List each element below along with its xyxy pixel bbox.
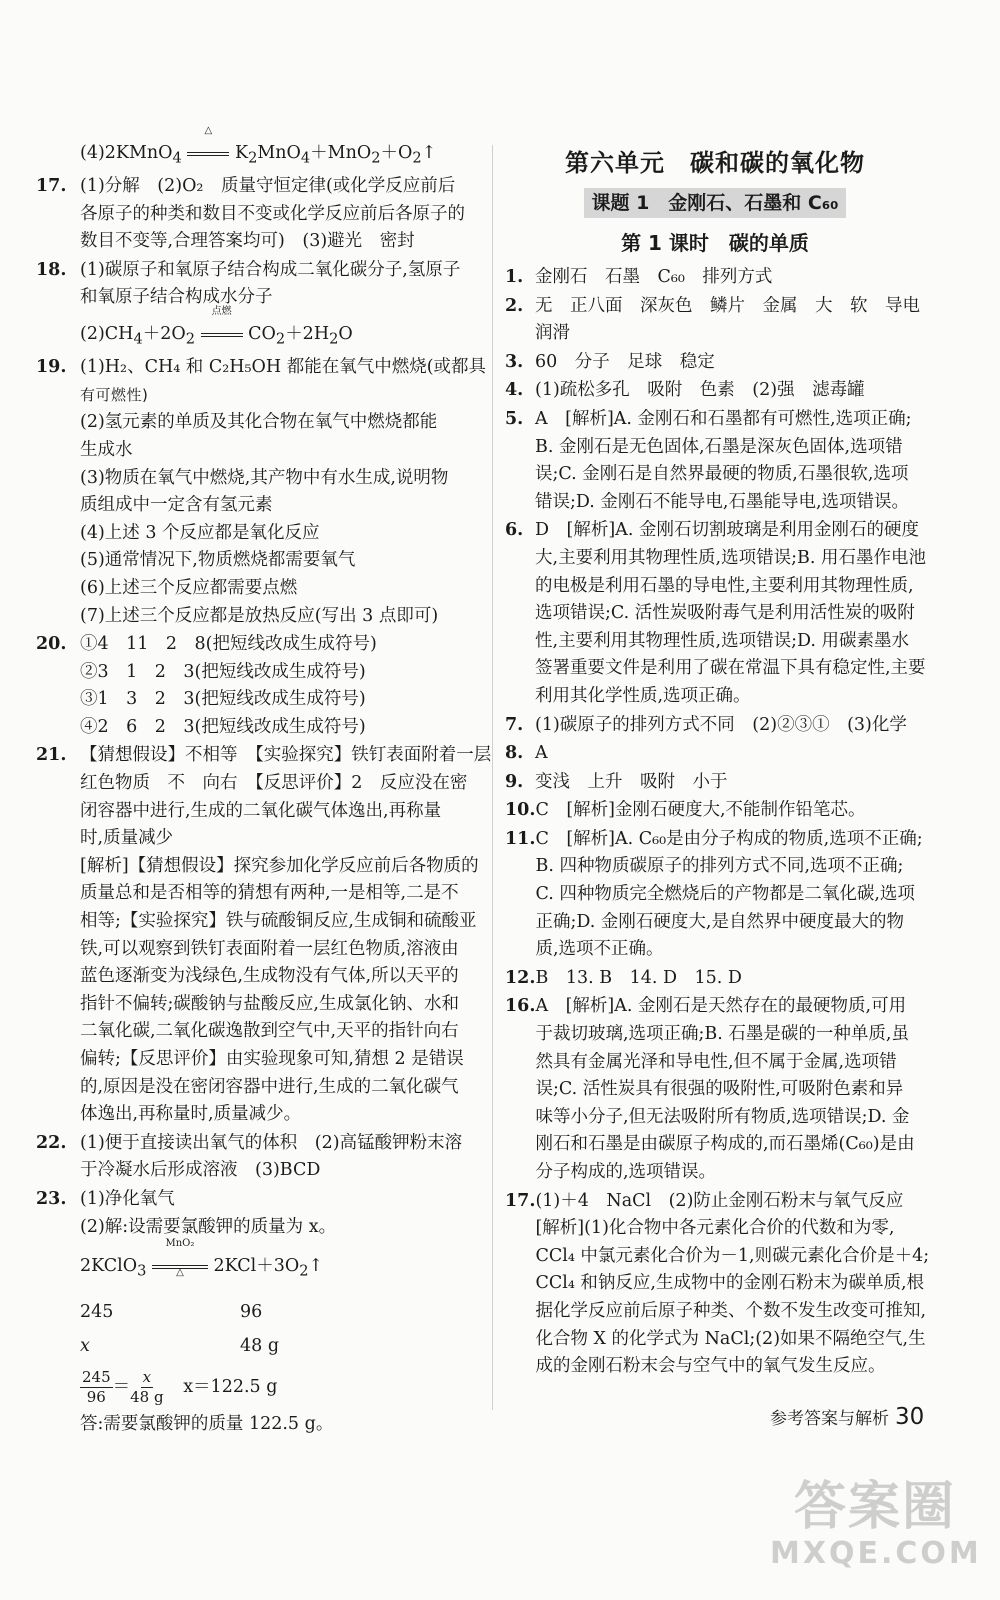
answer-line: B 13. B 14. D 15. D <box>535 967 742 988</box>
answer-item <box>505 293 925 348</box>
answer-line: 误;C. 活性炭具有很强的吸附性,可吸附色素和异 <box>535 1079 904 1100</box>
answer-item <box>505 797 925 825</box>
answer-line: 化合物 X 的化学式为 NaCl;(2)如果不隔绝空气,生 <box>535 1328 926 1349</box>
topic-title: 课题 1 金刚石、石墨和 C₆₀ <box>584 188 846 218</box>
answer-line: 金刚石 石墨 C₆₀ 排列方式 <box>535 267 773 287</box>
answer-line: 误;C. 金刚石是自然界最硬的物质,石墨很软,选项 <box>535 464 909 485</box>
question-number: 1. <box>505 267 524 287</box>
mass-row: x 48 g <box>80 1335 280 1356</box>
answer-line: 利用其化学性质,选项正确。 <box>535 685 751 706</box>
q23-calculation <box>36 1238 480 1439</box>
lesson-title: 第 1 课时 碳的单质 <box>621 231 809 255</box>
question-number: 10. <box>505 800 536 821</box>
question-20: 20. ①4 11 2 8(把短线改成生成符号) ②3 1 2 3(把短线改成生成符号) ③1 3 2 3(把短线改成生成符号) ④2 6 2 3(把短线改成生成符号) <box>36 631 480 741</box>
answer-item <box>505 377 925 405</box>
answer-line: 的电极是利用石墨的导电性,主要利用其物理性质, <box>535 575 914 596</box>
answer-line: 性,主要利用其物理性质,选项错误;D. 用碳素墨水 <box>535 630 910 651</box>
question-number: 7. <box>505 714 524 735</box>
question-number: 17. <box>505 1190 536 1211</box>
answer-line: C [解析]A. C₆₀是由分子构成的物质,选项不正确; <box>535 828 923 849</box>
answer-item <box>505 264 925 292</box>
question-number: 8. <box>505 743 524 764</box>
question-number: 16. <box>505 996 536 1017</box>
answer-line: 错误;D. 金刚石不能导电,石墨能导电,选项错误。 <box>535 491 910 512</box>
answer-line: 质,选项不正确。 <box>535 939 664 960</box>
answer-item <box>505 517 925 710</box>
answer-line: 据化学反应前后原子种类、个数不发生改变可推知, <box>535 1300 927 1321</box>
question-number: 5. <box>505 408 524 429</box>
answer-line: D [解析]A. 金刚石切割玻璃是利用金刚石的硬度 <box>535 520 919 541</box>
answer-item <box>505 349 925 377</box>
molar-mass-row: 245 96 <box>80 1302 263 1323</box>
right-column <box>505 146 930 1381</box>
question-number: 12. <box>505 967 536 988</box>
answer-line: 正确;D. 金刚石硬度大,是自然界中硬度最大的物 <box>535 911 904 932</box>
answer-list <box>505 264 930 1381</box>
answer-line: 签署重要文件是利用了碳在常温下具有稳定性,主要 <box>535 658 926 679</box>
question-number: 2. <box>505 295 524 316</box>
question-number: 11. <box>505 828 536 849</box>
question-17: 17. (1)分解 (2)O₂ 质量守恒定律(或化学反应前后 各原子的种类和数目不变或化学反应前后各原子的 数目不变等,合理答案均可) (3)避光 密封 <box>36 173 480 256</box>
proportion: $\frac{245}{96}$ ＝ $\frac{x}{48 g}$ x＝122.5 g <box>82 1368 278 1407</box>
answer-line: CCl₄ 中氯元素化合价为－1,则碳元素化合价是＋4; <box>535 1245 930 1266</box>
answer-line: 分子构成的,选项错误。 <box>535 1162 717 1182</box>
reaction-arrow: 点燃 <box>201 321 243 349</box>
column-divider <box>492 145 493 1410</box>
answer-line: 润滑 <box>535 323 570 344</box>
answer-line: (1)疏松多孔 吸附 色素 (2)强 滤毒罐 <box>535 380 865 401</box>
answer-line: 选项错误;C. 活性炭吸附毒气是利用活性炭的吸附 <box>535 603 915 624</box>
reaction-arrow: △ <box>187 140 229 168</box>
question-23: 23. (1)净化氧气 (2)解:设需要氯酸钾的质量为 x。 <box>36 1186 480 1241</box>
answer-line: A [解析]A. 金刚石是天然存在的最硬物质,可用 <box>535 996 907 1017</box>
reaction-arrow: MnO₂ △ <box>152 1253 208 1281</box>
answer-item <box>505 1188 930 1381</box>
answer-line: 变浅 上升 吸附 小于 <box>535 771 728 792</box>
answer-item <box>505 406 925 516</box>
question-21: 21. 【猜想假设】不相等 【实验探究】铁钉表面附着一层 红色物质 不 向右 【反思评价】2 反应没在密 闭容器中进行,生成的二氧化碳气体逸出,再称量 时,质量减少 [解析]【猜想假设】探究参加化学反应前后各物质的 质量总和是否相等的猜想有两种,一是相等,二是不 相等;【实验探究】铁与硫酸铜反应,生成铜和硫酸亚 铁,可以观察到铁钉表面附着一层红色物质,溶液由 蓝色逐渐变为浅绿色,生成物没有气体,所以天平的 指针不偏转;碳酸钠与盐酸反应,生成氯化钠、水和 二氧化碳,二氧化碳逸散到空气中,天平的指针向右 偏转;【反思评价】由实验现象可知,猜想 2 是错误 的,原因是没在密闭容器中进行,生成的二氧化碳气 体逸出,再称量时,质量减少。 <box>36 742 480 1128</box>
left-column <box>36 125 492 1439</box>
answer-line: 于裁切玻璃,选项正确;B. 石墨是碳的一种单质,虽 <box>535 1024 909 1045</box>
q16-4-equation: (4)2KMnO$_4$ △ $K_2MnO_4+MnO_2+O_2↑$ <box>80 125 437 167</box>
unit-title: 第六单元 碳和碳的氧化物 <box>565 149 865 177</box>
answer-line: 成的金刚石粉末会与空气中的氧气发生反应。 <box>535 1356 886 1377</box>
answer-line: 大,主要利用其物理性质,选项错误;B. 用石墨作电池 <box>535 547 927 568</box>
answer-item <box>505 769 925 797</box>
answer-line: [解析](1)化合物中各元素化合价的代数和为零, <box>535 1218 895 1239</box>
question-number: 17. <box>36 176 67 197</box>
answer-line: C [解析]金刚石硬度大,不能制作铅笔芯。 <box>535 800 866 821</box>
answer-line: 60 分子 足球 稳定 <box>535 351 715 372</box>
question-number: 6. <box>505 520 524 541</box>
answer-line: A [解析]A. 金刚石和石墨都有可燃性,选项正确; <box>535 408 912 429</box>
question-number: 21. <box>36 745 67 766</box>
q23-equation: 2KClO$_3$ MnO₂ △ $2KCl+3O_2↑$ <box>80 1238 324 1280</box>
question-number: 18. <box>36 259 67 280</box>
answer-line: CCl₄ 和钠反应,生成物中的金刚石粉末为碳单质,根 <box>535 1273 925 1294</box>
question-18: 18. (1)碳原子和氧原子结合构成二氧化碳分子,氢原子 和氧原子结合构成水分子 $(2)CH_4+2O_2$ 点燃 $CO_2+2H_2O$ <box>36 257 480 353</box>
question-number: 19. <box>36 357 67 378</box>
answer-line: 然具有金属光泽和导电性,但不属于金属,选项错 <box>535 1051 897 1072</box>
answer-item <box>505 712 925 740</box>
answer-line: (1)＋4 NaCl (2)防止金刚石粉末与氧气反应 <box>535 1190 904 1211</box>
question-number: 22. <box>36 1132 67 1153</box>
question-number: 20. <box>36 634 67 655</box>
watermark-logo: 答案圈 MXQE.COM <box>770 1477 982 1571</box>
question-number: 23. <box>36 1188 67 1209</box>
answer-line: 味等小分子,但无法吸附所有物质,选项错误;D. 金 <box>535 1106 910 1127</box>
answer-line: 刚石和石墨是由碳原子构成的,而石墨烯(C₆₀)是由 <box>535 1134 915 1155</box>
answer-line: C. 四种物质完全燃烧后的产物都是二氧化碳,选项 <box>535 884 915 905</box>
question-19: 19. (1)H₂、CH₄ 和 C₂H₅OH 都能在氧气中燃烧(或都具 有可燃性) (2)氢元素的单质及其化合物在氧气中燃烧都能 生成水 (3)物质在氧气中燃烧,其产物中有水生成,说明物 质组成中一定含有氢元素 (4)上述 3 个反应都是氧化反应 (5)通常情况下,物质燃烧都需要氧气 (6)上述三个反应都需要点燃 (7)上述三个反应都是放热反应(写出 3 点即可) <box>36 354 480 630</box>
answer-line: B. 四种物质碳原子的排列方式不同,选项不正确; <box>535 856 904 877</box>
answer-line: 答:需要氯酸钾的质量 122.5 g。 <box>80 1414 334 1435</box>
answer-line: (1)碳原子的排列方式不同 (2)②③① (3)化学 <box>535 714 907 735</box>
q18-equation: $(2)CH_4+2O_2$ 点燃 $CO_2+2H_2O$ <box>80 306 353 348</box>
answer-item <box>505 740 925 768</box>
answer-line: A <box>535 743 548 764</box>
answer-item <box>505 826 925 964</box>
question-number: 9. <box>505 771 524 792</box>
page-number: 30 <box>895 1404 925 1430</box>
footer-label: 参考答案与解析 <box>770 1409 889 1429</box>
page-footer <box>770 1404 924 1430</box>
question-number: 4. <box>505 380 524 401</box>
question-22: 22. (1)便于直接读出氧气的体积 (2)高锰酸钾粉末溶 于冷凝水后形成溶液 (3)BCD <box>36 1130 480 1185</box>
answer-item <box>505 965 925 993</box>
question-number: 3. <box>505 351 524 372</box>
answer-item <box>505 993 925 1186</box>
answer-line: 无 正八面 深灰色 鳞片 金属 大 软 导电 <box>535 295 920 316</box>
answer-line: B. 金刚石是无色固体,石墨是深灰色固体,选项错 <box>535 436 903 457</box>
